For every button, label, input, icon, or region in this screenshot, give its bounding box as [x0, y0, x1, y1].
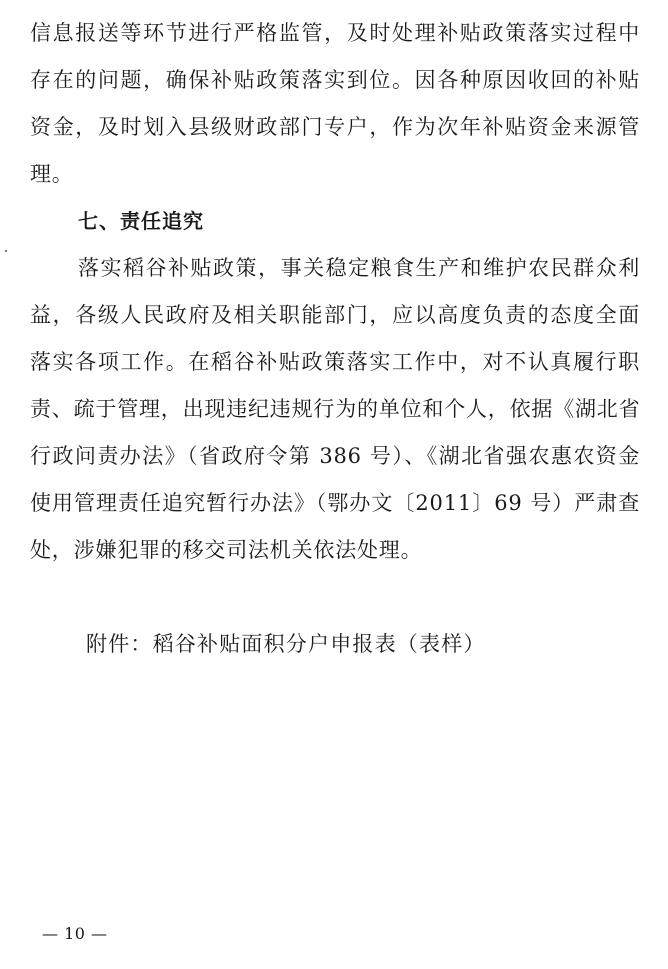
paragraph-line: 资金，及时划入县级财政部门专户，作为次年补贴资金来源管	[30, 115, 640, 139]
paragraph-line: 责、疏于管理，出现违纪违规行为的单位和个人，依据《湖北省	[30, 397, 641, 421]
paragraph-line: 落实各项工作。在稻谷补贴政策落实工作中，对不认真履行职	[30, 350, 640, 374]
paragraph-line: 理。	[30, 162, 74, 186]
paragraph-line: 处，涉嫌犯罪的移交司法机关依法处理。	[30, 538, 423, 562]
paragraph-line: 益，各级人民政府及相关职能部门，应以高度负责的态度全面	[30, 303, 640, 327]
page-number: — 10 —	[42, 924, 108, 943]
attachment-line: 附件：稻谷补贴面积分户申报表（表样）	[86, 632, 486, 656]
paragraph-line: 行政问责办法》（省政府令第 386 号）、《湖北省强农惠农资金	[30, 444, 640, 468]
section-heading: 七、责任追究	[78, 209, 204, 233]
paragraph-line: 存在的问题，确保补贴政策落实到位。因各种原因收回的补贴	[30, 68, 640, 92]
paragraph-line: 落实稻谷补贴政策，事关稳定粮食生产和维护农民群众利	[78, 256, 640, 280]
margin-mark	[5, 250, 7, 252]
paragraph-line: 信息报送等环节进行严格监管，及时处理补贴政策落实过程中	[30, 21, 640, 45]
paragraph-line: 使用管理责任追究暂行办法》（鄂办文〔2011〕69 号）严肃查	[30, 491, 640, 515]
